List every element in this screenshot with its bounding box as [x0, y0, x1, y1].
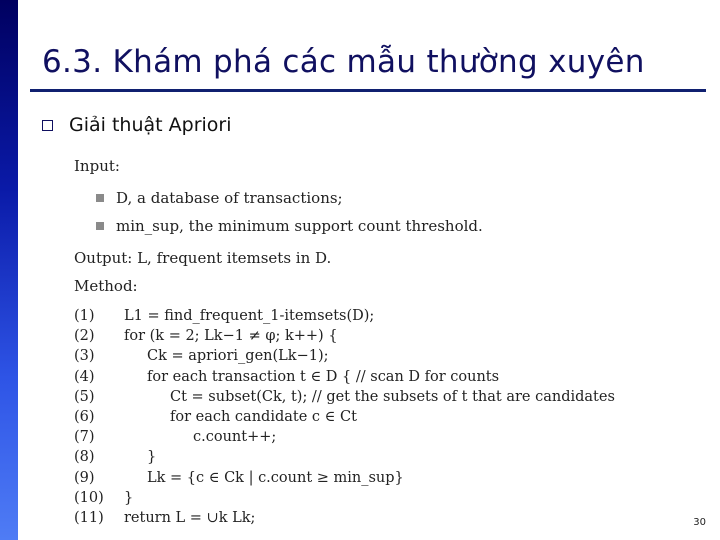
code-line [74, 488, 615, 508]
input-item [96, 184, 483, 212]
code-line [74, 447, 615, 467]
code-text: for each transaction t ∈ D { // scan D for counts [147, 368, 500, 385]
bullet-text: Giải thuật Apriori [69, 114, 232, 136]
bullet-item [42, 114, 232, 136]
line-number: (10) [74, 489, 104, 506]
line-number: (3) [74, 348, 95, 365]
line-number: (7) [74, 429, 95, 446]
code-text: return L = ∪k Lk; [124, 509, 256, 526]
code-line [74, 427, 615, 447]
method-label: Method: [74, 277, 138, 295]
line-number: (1) [74, 308, 95, 325]
output-line: Output: L, frequent itemsets in D. [74, 249, 332, 267]
code-text: } [147, 449, 157, 466]
input-item-text: min_sup, the minimum support count threshold. [116, 217, 483, 235]
input-item-text: D, a database of transactions; [116, 189, 343, 207]
line-number: (11) [74, 509, 104, 526]
line-number: (2) [74, 328, 95, 345]
line-number: (5) [74, 388, 95, 405]
code-text: Ck = apriori_gen(Lk−1); [147, 348, 329, 365]
code-line [74, 508, 615, 528]
code-line [74, 346, 615, 366]
code-line [74, 367, 615, 387]
slide-title: 6.3. Khám phá các mẫu thường xuyên [42, 44, 645, 80]
code-text: Ct = subset(Ck, t); // get the subsets of t that are candidates [170, 388, 615, 405]
code-text: c.count++; [193, 429, 277, 446]
line-number: (9) [74, 469, 95, 486]
code-text: L1 = find_frequent_1-itemsets(D); [124, 308, 375, 325]
square-bullet-icon [96, 194, 104, 202]
code-text: for (k = 2; Lk−1 ≠ φ; k++) { [124, 328, 338, 345]
code-line [74, 306, 615, 326]
square-bullet-icon [96, 222, 104, 230]
input-item [96, 212, 483, 240]
decorative-side-bar [0, 0, 18, 540]
code-text: for each candidate c ∈ Ct [170, 409, 357, 426]
code-text: } [124, 489, 134, 506]
page-number: 30 [693, 517, 706, 528]
line-number: (6) [74, 409, 95, 426]
code-line [74, 468, 615, 488]
code-line [74, 387, 615, 407]
input-label: Input: [74, 157, 120, 175]
code-text: Lk = {c ∈ Ck | c.count ≥ min_sup} [147, 469, 404, 486]
code-line [74, 407, 615, 427]
line-number: (4) [74, 368, 95, 385]
code-line [74, 326, 615, 346]
pseudocode-block [74, 306, 615, 528]
square-bullet-icon [42, 120, 53, 131]
algorithm-header [74, 156, 483, 296]
line-number: (8) [74, 449, 95, 466]
title-underline [30, 89, 706, 92]
